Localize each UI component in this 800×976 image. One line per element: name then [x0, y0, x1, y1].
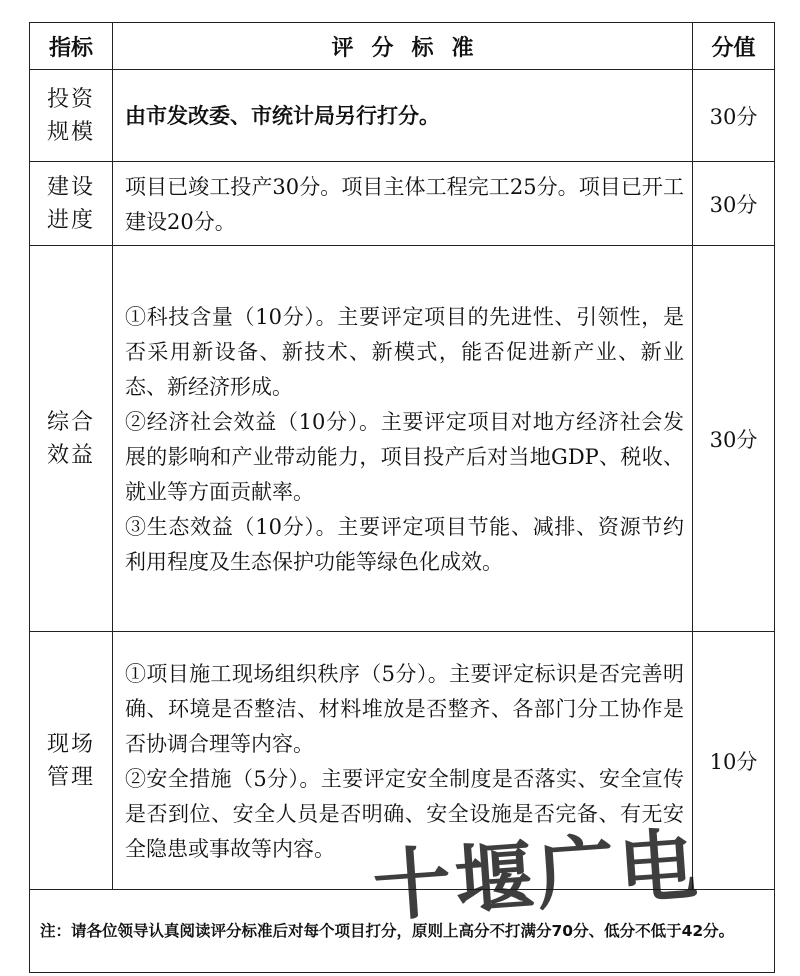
criteria-paragraph: ②安全措施（5分）。主要评定安全制度是否落实、安全宣传是否到位、安全人员是否明确、安全设施是否完备、有无安全隐患或事故等内容。	[125, 766, 684, 861]
note-row	[30, 890, 775, 973]
indicator-cell	[30, 246, 113, 632]
indicator-cell	[30, 162, 113, 246]
indicator-line: 规模	[46, 119, 95, 145]
indicator-line: 进度	[46, 207, 95, 233]
criteria-paragraph: ①科技含量（10分）。主要评定项目的先进性、引领性，是否采用新设备、新技术、新模式，能否促进新产业、新业态、新经济形成。	[125, 304, 684, 399]
score-cell: 10分	[693, 632, 775, 890]
header-criteria: 评分标准	[113, 23, 693, 70]
score-cell: 30分	[693, 162, 775, 246]
indicator-cell	[30, 70, 113, 162]
header-indicator: 指标	[30, 23, 113, 70]
criteria-cell	[113, 632, 693, 890]
criteria-cell	[113, 70, 693, 162]
header-score: 分值	[693, 23, 775, 70]
score-cell: 30分	[693, 70, 775, 162]
indicator-line: 建设	[46, 174, 95, 200]
table-row	[30, 70, 775, 162]
criteria-paragraph: ②经济社会效益（10分）。主要评定项目对地方经济社会发展的影响和产业带动能力，项目投产后对当地GDP、税收、就业等方面贡献率。	[125, 409, 684, 504]
scoring-criteria-table	[29, 22, 775, 973]
table-row	[30, 162, 775, 246]
note-text: 注：请各位领导认真阅读评分标准后对每个项目打分，原则上高分不打满分70分、低分不低于42分。	[30, 890, 775, 973]
indicator-cell	[30, 632, 113, 890]
indicator-line: 投资	[46, 86, 95, 112]
table-row	[30, 632, 775, 890]
indicator-line: 现场	[46, 731, 95, 757]
watermark-logo: 十堰广电	[370, 820, 704, 934]
header-row	[30, 23, 775, 70]
score-cell: 30分	[693, 246, 775, 632]
criteria-paragraph: 由市发改委、市统计局另行打分。	[125, 104, 440, 128]
criteria-paragraph: ①项目施工现场组织秩序（5分）。主要评定标识是否完善明确、环境是否整洁、材料堆放是否整齐、各部门分工协作是否协调合理等内容。	[125, 661, 684, 756]
table-row	[30, 246, 775, 632]
criteria-cell	[113, 246, 693, 632]
criteria-paragraph: 项目已竣工投产30分。项目主体工程完工25分。项目已开工建设20分。	[125, 174, 684, 234]
indicator-line: 管理	[46, 764, 95, 790]
criteria-cell	[113, 162, 693, 246]
indicator-line: 综合	[46, 409, 95, 435]
criteria-paragraph: ③生态效益（10分）。主要评定项目节能、减排、资源节约利用程度及生态保护功能等绿色化成效。	[125, 514, 684, 574]
indicator-line: 效益	[46, 442, 95, 468]
